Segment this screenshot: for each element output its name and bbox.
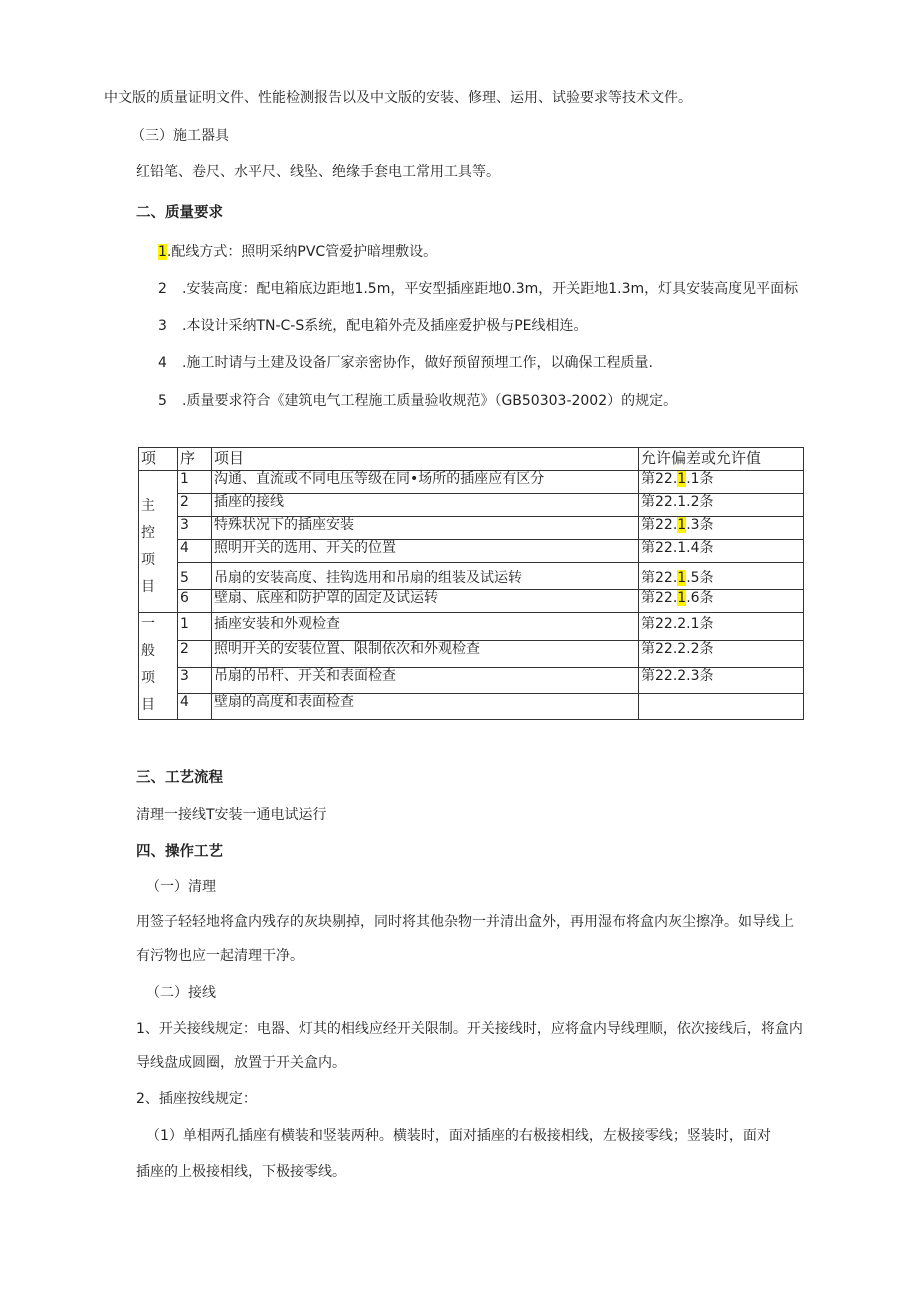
category-char: 项 <box>141 670 155 686</box>
subheading-cleaning: （一）清理 <box>146 879 216 895</box>
category-char: 控 <box>141 525 155 541</box>
main-control-category <box>139 471 178 613</box>
general-category <box>139 613 178 720</box>
seq-cell: 2 <box>178 494 212 517</box>
ref-text: 第22. <box>641 517 678 533</box>
seq-cell: 5 <box>178 563 212 590</box>
seq-cell: 6 <box>178 590 212 613</box>
category-char: 主 <box>141 498 155 514</box>
category-char: 目 <box>141 579 155 595</box>
requirement-number: 1 <box>158 244 167 260</box>
cleaning-text-line2: 有污物也应一起清理干净。 <box>136 948 304 964</box>
ref-text: .5条 <box>686 570 714 586</box>
table-header-row <box>139 448 804 471</box>
item-cell: 壁扇、底座和防护罩的固定及试运转 <box>212 590 639 613</box>
table-row <box>139 540 804 563</box>
ref-highlight: 1 <box>677 517 687 533</box>
ref-text: 第22. <box>641 590 678 606</box>
seq-cell: 2 <box>178 641 212 667</box>
ref-cell <box>639 494 804 517</box>
requirement-number: 5 <box>158 393 167 409</box>
item-cell: 吊扇的安装高度、挂钩选用和吊扇的组装及试运转 <box>212 563 639 590</box>
item-cell: 插座的接线 <box>212 494 639 517</box>
ref-text: 第22. <box>641 570 678 586</box>
item-cell: 照明开关的安装位置、限制依次和外观检查 <box>212 641 639 667</box>
seq-cell: 3 <box>178 517 212 540</box>
subheading-wiring: （二）接线 <box>146 985 216 1001</box>
item-cell: 特殊状况下的插座安装 <box>212 517 639 540</box>
ref-text: 第22. <box>641 471 678 487</box>
table-row <box>139 471 804 494</box>
requirement-text: .配线方式：照明采纳PVC管爱护暗埋敷设。 <box>166 244 438 260</box>
header-seq: 序 <box>178 448 212 471</box>
requirement-3 <box>158 316 588 336</box>
table-row <box>139 667 804 693</box>
seq-cell: 4 <box>178 540 212 563</box>
requirement-5 <box>158 391 677 411</box>
item-cell: 壁扇的高度和表面检查 <box>212 693 639 719</box>
ref-cell <box>639 641 804 667</box>
ref-highlight: 1 <box>677 570 687 586</box>
heading-operation: 四、操作工艺 <box>136 844 223 860</box>
ref-highlight: 1 <box>677 590 687 606</box>
header-category: 项 <box>139 448 178 471</box>
ref-cell <box>639 667 804 693</box>
quality-table <box>138 447 804 720</box>
table-row <box>139 693 804 719</box>
item-cell: 照明开关的选用、开关的位置 <box>212 540 639 563</box>
seq-cell: 1 <box>178 471 212 494</box>
wiring-switch-line1: 1、开关接线规定：电器、灯其的相线应经开关限制。开关接线时，应将盒内导线理顺，依次接线后，将盒内 <box>136 1021 803 1037</box>
seq-cell: 4 <box>178 693 212 719</box>
ref-cell <box>639 613 804 641</box>
table-row <box>139 517 804 540</box>
header-tolerance: 允许偏差或允许值 <box>639 448 804 471</box>
requirement-text: .安装高度：配电箱底边距地1.5m，平安型插座距地0.3m，开关距地1.3m，灯具安装高度见平面标 <box>182 281 799 297</box>
wiring-switch-line2: 导线盘成圆圈，放置于开关盒内。 <box>136 1055 346 1071</box>
ref-cell <box>639 517 804 540</box>
requirement-1 <box>158 242 437 262</box>
table-row <box>139 563 804 590</box>
ref-text: 第22.2.1条 <box>641 616 714 632</box>
requirement-number: 3 <box>158 318 167 334</box>
category-char: 一 <box>141 616 155 632</box>
seq-cell: 1 <box>178 613 212 641</box>
ref-text: .6条 <box>686 590 714 606</box>
requirement-text: .施工时请与土建及设备厂家亲密协作，做好预留预埋工作，以确保工程质量. <box>182 355 653 371</box>
heading-process-flow: 三、工艺流程 <box>136 770 223 786</box>
requirement-2 <box>158 279 798 299</box>
category-char: 般 <box>141 643 155 659</box>
header-item: 项目 <box>212 448 639 471</box>
paragraph-tools: 红铅笔、卷尺、水平尺、线坠、绝缘手套电工常用工具等。 <box>136 164 500 180</box>
table-row <box>139 613 804 641</box>
ref-cell <box>639 540 804 563</box>
wiring-socket-title: 2、插座按线规定： <box>136 1091 257 1107</box>
ref-text: .1条 <box>686 471 714 487</box>
wiring-socket-line2: 插座的上极接相线，下极接零线。 <box>136 1164 346 1180</box>
ref-cell <box>639 563 804 590</box>
requirement-number: 2 <box>158 281 167 297</box>
requirement-text: .质量要求符合《建筑电气工程施工质量验收规范》（GB50303-2002）的规定。 <box>182 393 678 409</box>
seq-cell: 3 <box>178 667 212 693</box>
ref-cell <box>639 471 804 494</box>
item-cell: 沟通、直流或不同电压等级在同•场所的插座应有区分 <box>212 471 639 494</box>
ref-text: 第22.2.3条 <box>641 667 714 684</box>
cleaning-text-line1: 用签子轻轻地将盒内残存的灰块剔掉，同时将其他杂物一并清出盒外，再用湿布将盒内灰尘擦净。如导线上 <box>136 914 794 930</box>
subheading-tools: （三）施工器具 <box>131 128 229 144</box>
requirement-4 <box>158 353 653 373</box>
category-char: 项 <box>141 552 155 568</box>
ref-text: 第22.1.2条 <box>641 494 714 510</box>
ref-cell <box>639 590 804 613</box>
wiring-socket-line1: （1）单相两孔插座有横装和竖装两种。横装时，面对插座的右极接相线，左极接零线；竖装时，面对 <box>146 1128 771 1144</box>
paragraph-certificates: 中文版的质量证明文件、性能检测报告以及中文版的安装、修理、运用、试验要求等技术文件。 <box>104 90 692 106</box>
item-cell: 插座安装和外观检查 <box>212 613 639 641</box>
ref-highlight: 1 <box>677 471 687 487</box>
table-row <box>139 494 804 517</box>
ref-text: 第22.1.4条 <box>641 540 714 556</box>
category-char: 目 <box>141 697 155 713</box>
ref-cell <box>639 693 804 719</box>
table-row <box>139 641 804 667</box>
requirement-text: .本设计采纳TN-C-S系统，配电箱外壳及插座爱护极与PE线相连。 <box>182 318 588 334</box>
process-flow-text: 清理一接线T安装一通电试运行 <box>136 807 327 823</box>
requirement-number: 4 <box>158 355 167 371</box>
table-row <box>139 590 804 613</box>
ref-text: .3条 <box>686 517 714 533</box>
ref-text: 第22.2.2条 <box>641 641 714 658</box>
heading-quality: 二、质量要求 <box>136 205 223 221</box>
item-cell: 吊扇的吊杆、开关和表面检查 <box>212 667 639 693</box>
